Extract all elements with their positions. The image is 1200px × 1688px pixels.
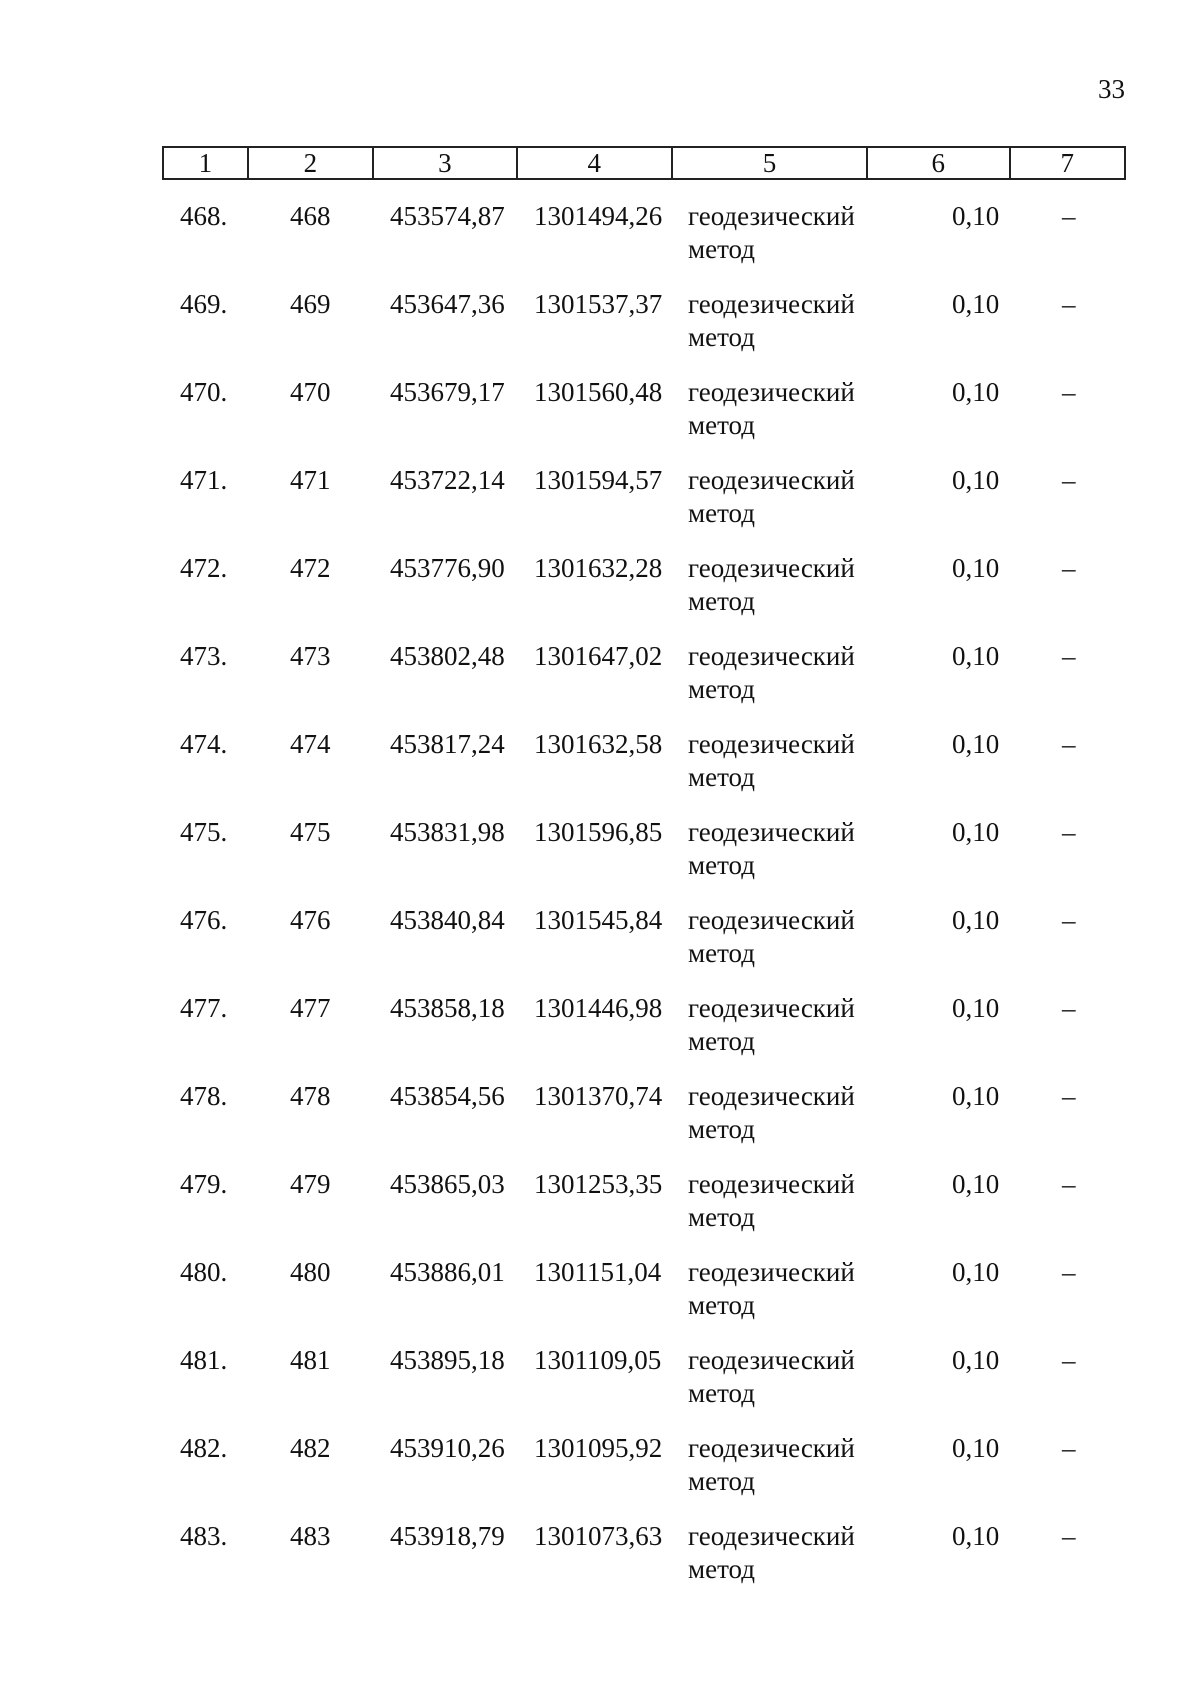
row-number: 471. <box>180 465 228 495</box>
point-id: 477 <box>290 993 331 1023</box>
precision: 0,10 <box>952 1521 1000 1551</box>
coordinate-y: 1301647,02 <box>534 641 663 671</box>
note: – <box>1062 1081 1076 1111</box>
precision: 0,10 <box>952 377 1000 407</box>
note: – <box>1062 729 1076 759</box>
table-row <box>162 464 1126 552</box>
coordinate-y: 1301073,63 <box>534 1521 663 1551</box>
row-number: 469. <box>180 289 228 319</box>
table-row <box>162 552 1126 640</box>
note: – <box>1062 201 1076 231</box>
precision: 0,10 <box>952 201 1000 231</box>
table-row <box>162 992 1126 1080</box>
point-id: 481 <box>290 1345 331 1375</box>
method: геодезический метод <box>688 1433 855 1496</box>
table-body <box>162 200 1126 1608</box>
point-id: 478 <box>290 1081 331 1111</box>
note: – <box>1062 1169 1076 1199</box>
table-header <box>162 146 1126 180</box>
method: геодезический метод <box>688 1081 855 1144</box>
row-number: 483. <box>180 1521 228 1551</box>
row-number: 470. <box>180 377 228 407</box>
coordinate-x: 453831,98 <box>390 817 505 847</box>
row-number: 468. <box>180 201 228 231</box>
precision: 0,10 <box>952 817 1000 847</box>
precision: 0,10 <box>952 729 1000 759</box>
precision: 0,10 <box>952 1081 1000 1111</box>
table-row <box>162 376 1126 464</box>
precision: 0,10 <box>952 1345 1000 1375</box>
row-number: 473. <box>180 641 228 671</box>
method: геодезический метод <box>688 1169 855 1232</box>
row-number: 476. <box>180 905 228 935</box>
precision: 0,10 <box>952 905 1000 935</box>
note: – <box>1062 289 1076 319</box>
method: геодезический метод <box>688 1345 855 1408</box>
method: геодезический метод <box>688 817 855 880</box>
note: – <box>1062 1521 1076 1551</box>
row-number: 478. <box>180 1081 228 1111</box>
coordinate-x: 453722,14 <box>390 465 505 495</box>
table-row <box>162 200 1126 288</box>
method: геодезический метод <box>688 201 855 264</box>
table-row <box>162 1256 1126 1344</box>
note: – <box>1062 1345 1076 1375</box>
table-row <box>162 288 1126 376</box>
table-row <box>162 1432 1126 1520</box>
precision: 0,10 <box>952 1169 1000 1199</box>
point-id: 472 <box>290 553 331 583</box>
method: геодезический метод <box>688 641 855 704</box>
coordinate-y: 1301632,58 <box>534 729 663 759</box>
coordinate-x: 453776,90 <box>390 553 505 583</box>
coordinate-x: 453854,56 <box>390 1081 505 1111</box>
coordinate-y: 1301095,92 <box>534 1433 663 1463</box>
coordinate-x: 453858,18 <box>390 993 505 1023</box>
note: – <box>1062 641 1076 671</box>
coordinate-y: 1301596,85 <box>534 817 663 847</box>
row-number: 475. <box>180 817 228 847</box>
note: – <box>1062 1257 1076 1287</box>
point-id: 476 <box>290 905 331 935</box>
header-cell: 1 <box>164 148 249 178</box>
point-id: 482 <box>290 1433 331 1463</box>
note: – <box>1062 905 1076 935</box>
precision: 0,10 <box>952 465 1000 495</box>
note: – <box>1062 377 1076 407</box>
coordinate-x: 453918,79 <box>390 1521 505 1551</box>
table-row <box>162 1520 1126 1608</box>
coordinate-y: 1301632,28 <box>534 553 663 583</box>
method: геодезический метод <box>688 729 855 792</box>
table-row <box>162 904 1126 992</box>
row-number: 480. <box>180 1257 228 1287</box>
coordinate-y: 1301494,26 <box>534 201 663 231</box>
point-id: 471 <box>290 465 331 495</box>
header-cell: 6 <box>868 148 1010 178</box>
page-number: 33 <box>1098 74 1125 104</box>
point-id: 475 <box>290 817 331 847</box>
header-cell: 4 <box>518 148 673 178</box>
method: геодезический метод <box>688 465 855 528</box>
row-number: 479. <box>180 1169 228 1199</box>
precision: 0,10 <box>952 289 1000 319</box>
coordinate-y: 1301560,48 <box>534 377 663 407</box>
coordinate-x: 453895,18 <box>390 1345 505 1375</box>
method: геодезический метод <box>688 553 855 616</box>
coordinate-y: 1301545,84 <box>534 905 663 935</box>
table-row <box>162 728 1126 816</box>
coordinate-y: 1301253,35 <box>534 1169 663 1199</box>
precision: 0,10 <box>952 993 1000 1023</box>
coordinate-y: 1301109,05 <box>534 1345 662 1375</box>
coordinate-x: 453840,84 <box>390 905 505 935</box>
coordinate-y: 1301537,37 <box>534 289 663 319</box>
point-id: 468 <box>290 201 331 231</box>
header-cell: 5 <box>673 148 868 178</box>
coordinate-y: 1301594,57 <box>534 465 663 495</box>
method: геодезический метод <box>688 1257 855 1320</box>
row-number: 477. <box>180 993 228 1023</box>
precision: 0,10 <box>952 1257 1000 1287</box>
point-id: 469 <box>290 289 331 319</box>
note: – <box>1062 1433 1076 1463</box>
coordinate-x: 453817,24 <box>390 729 505 759</box>
method: геодезический метод <box>688 1521 855 1584</box>
point-id: 474 <box>290 729 331 759</box>
table-row <box>162 816 1126 904</box>
table-row <box>162 640 1126 728</box>
note: – <box>1062 553 1076 583</box>
row-number: 482. <box>180 1433 228 1463</box>
coordinate-x: 453802,48 <box>390 641 505 671</box>
row-number: 472. <box>180 553 228 583</box>
note: – <box>1062 465 1076 495</box>
point-id: 473 <box>290 641 331 671</box>
point-id: 480 <box>290 1257 331 1287</box>
coordinate-x: 453574,87 <box>390 201 505 231</box>
header-cell: 7 <box>1060 147 1074 178</box>
row-number: 481. <box>180 1345 228 1375</box>
method: геодезический метод <box>688 377 855 440</box>
note: – <box>1062 993 1076 1023</box>
coordinate-y: 1301370,74 <box>534 1081 663 1111</box>
note: – <box>1062 817 1076 847</box>
point-id: 479 <box>290 1169 331 1199</box>
coordinate-x: 453910,26 <box>390 1433 505 1463</box>
table-row <box>162 1080 1126 1168</box>
coordinate-x: 453647,36 <box>390 289 505 319</box>
precision: 0,10 <box>952 1433 1000 1463</box>
coordinate-x: 453886,01 <box>390 1257 505 1287</box>
header-cell: 2 <box>249 148 374 178</box>
header-cell: 3 <box>374 148 517 178</box>
coordinate-y: 1301151,04 <box>534 1257 662 1287</box>
coordinate-y: 1301446,98 <box>534 993 663 1023</box>
coordinate-x: 453679,17 <box>390 377 505 407</box>
table-row <box>162 1168 1126 1256</box>
coordinate-x: 453865,03 <box>390 1169 505 1199</box>
method: геодезический метод <box>688 993 855 1056</box>
row-number: 474. <box>180 729 228 759</box>
table-row <box>162 1344 1126 1432</box>
precision: 0,10 <box>952 641 1000 671</box>
method: геодезический метод <box>688 905 855 968</box>
point-id: 483 <box>290 1521 331 1551</box>
precision: 0,10 <box>952 553 1000 583</box>
point-id: 470 <box>290 377 331 407</box>
method: геодезический метод <box>688 289 855 352</box>
